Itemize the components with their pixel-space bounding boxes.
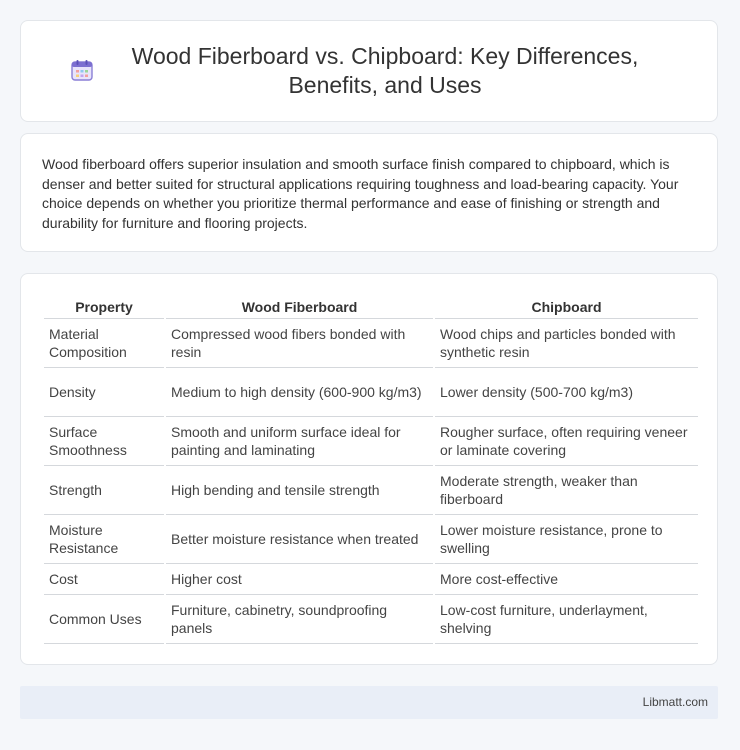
header-property: Property [44,296,164,319]
chipboard-cell: Low-cost furniture, underlayment, shelving [435,595,698,644]
property-cell: Density [44,368,164,417]
property-cell: Material Composition [44,319,164,368]
chipboard-cell: Rougher surface, often requiring veneer or laminate covering [435,417,698,466]
table-row [44,595,698,644]
fiberboard-cell: Furniture, cabinetry, soundproofing panels [166,595,433,644]
fiberboard-cell: Higher cost [166,564,433,595]
header-wood-fiberboard: Wood Fiberboard [166,296,433,319]
chipboard-cell: Wood chips and particles bonded with synthetic resin [435,319,698,368]
title-row [69,31,669,111]
property-cell: Surface Smoothness [44,417,164,466]
fiberboard-cell: Better moisture resistance when treated [166,515,433,564]
page-title: Wood Fiberboard vs. Chipboard: Key Differences, Benefits, and Uses [131,43,639,98]
chipboard-cell: Lower moisture resistance, prone to swelling [435,515,698,564]
table-row [44,466,698,515]
table-header-row [44,296,698,319]
header-chipboard: Chipboard [435,296,698,319]
comparison-table [42,296,700,644]
chipboard-cell: More cost-effective [435,564,698,595]
fiberboard-cell: Medium to high density (600-900 kg/m3) [166,368,433,417]
property-cell: Strength [44,466,164,515]
table-row [44,417,698,466]
property-cell: Cost [44,564,164,595]
calendar-icon [69,57,95,83]
title-card [20,20,718,122]
table-row [44,368,698,417]
chipboard-cell: Lower density (500-700 kg/m3) [435,368,698,417]
fiberboard-cell: Smooth and uniform surface ideal for painting and laminating [166,417,433,466]
fiberboard-cell: High bending and tensile strength [166,466,433,515]
intro-paragraph: Wood fiberboard offers superior insulation and smooth surface finish compared to chipboard, which is denser and better suited for structural applications requiring toughness and load-bearing capacity. Your choice depends on whether you prioritize thermal performance and ease of finishing or strength and durability for furniture and flooring projects. [42,156,679,232]
property-cell: Moisture Resistance [44,515,164,564]
comparison-card [20,273,718,665]
footer [20,686,718,719]
table-row [44,515,698,564]
table-row [44,564,698,595]
table-row [44,319,698,368]
property-cell: Common Uses [44,595,164,644]
intro-card [20,133,718,252]
footer-source: Libmatt.com [642,695,708,709]
fiberboard-cell: Compressed wood fibers bonded with resin [166,319,433,368]
chipboard-cell: Moderate strength, weaker than fiberboard [435,466,698,515]
